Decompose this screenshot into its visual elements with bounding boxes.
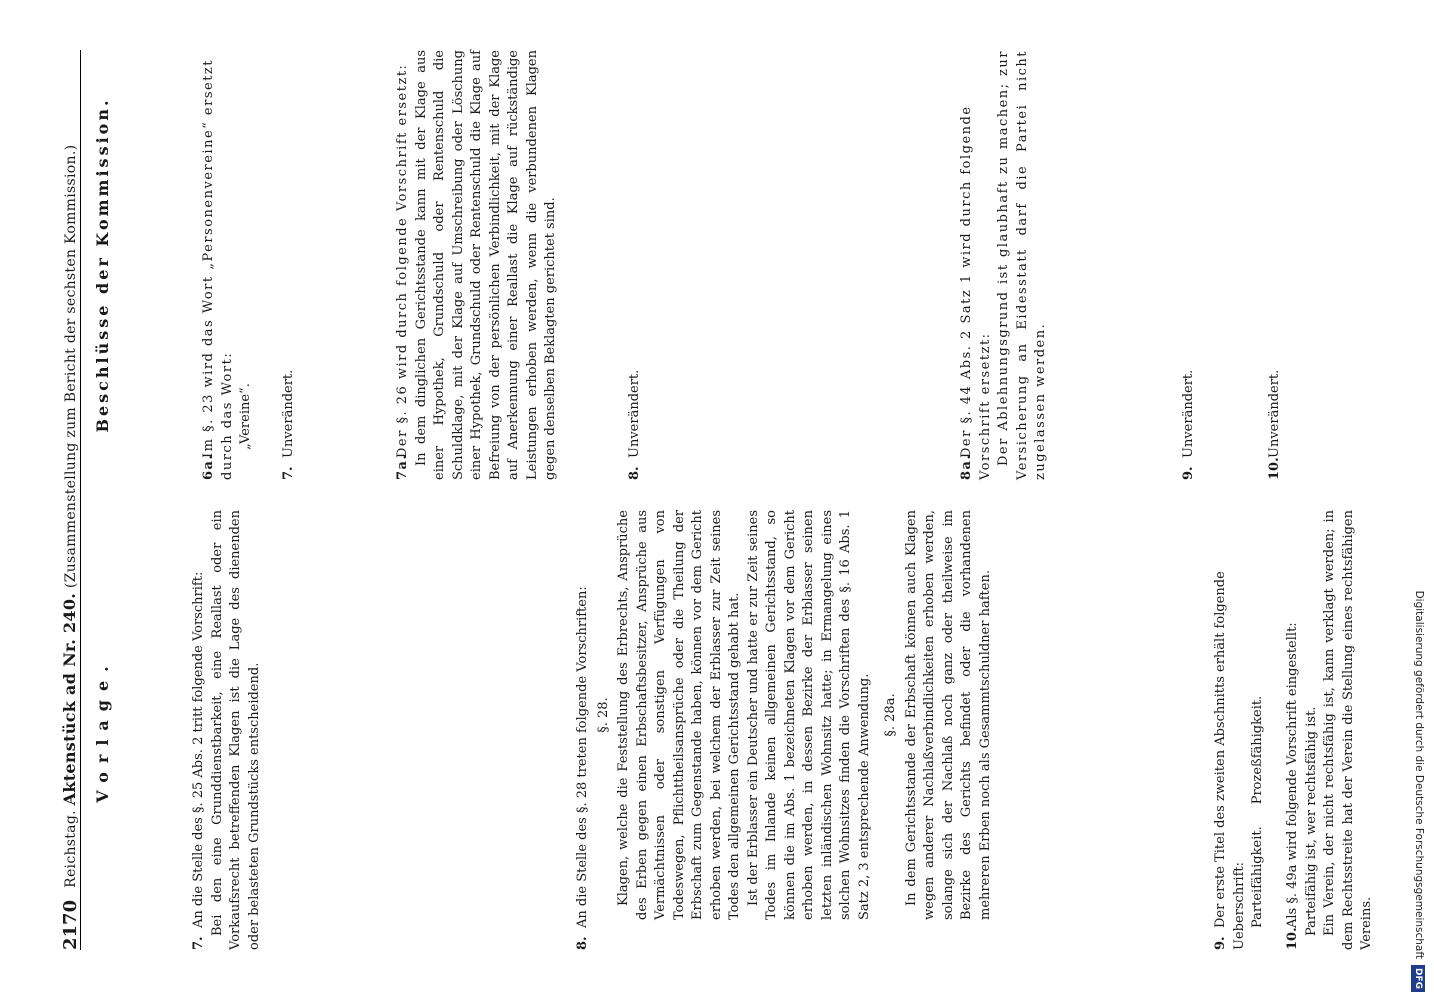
header-title: (Zusammenstellung zum Bericht der sechsten Kommission.) [62, 144, 79, 589]
item-intro: 7a.Der §. 26 wird durch folgende Vorschrift ersetzt: [395, 63, 410, 480]
column-heading-beschluesse: Beschlüsse der Kommission. [93, 97, 112, 433]
vorlage-item-7 [190, 510, 264, 950]
item-paragraph: Parteifähig ist, wer rechtsfähig ist. [1303, 706, 1319, 936]
page-number: 2170 [59, 899, 81, 950]
vorlage-item-8 [574, 510, 995, 950]
item-text: Unverändert. [1181, 369, 1196, 458]
beschluss-item-8a [958, 50, 1051, 480]
beschluss-item-10: 10.Unverändert. [1267, 369, 1282, 480]
section-block [595, 510, 996, 920]
beschluss-item-8: 8.Unverändert. [627, 369, 642, 480]
item-intro: 9.Der erste Titel des zweiten Abschnitts erhält folgende Ueberschrift: [1213, 571, 1247, 950]
item-text: Unverändert. [281, 369, 296, 458]
dfg-logo: DFG [1411, 965, 1425, 992]
column-beschluesse [93, 50, 1282, 480]
page-header [50, 50, 81, 950]
item-quote: „Vereine“. [238, 383, 253, 450]
beschluss-item-7: 7.Unverändert. [281, 369, 296, 480]
document-page [50, 50, 1410, 950]
section-paragraph: In dem Gerichtsstande der Erbschaft können auch Klagen wegen anderer Nachlaßverbindlichkeiten erhoben werden, solange sich der Nachlaß noch ganz oder theilweise im Bezirke des Gerichts befindet oder die vorhandenen mehreren Erben noch als Gesammtschuldner haften. [903, 510, 993, 920]
beschluss-item-7a [394, 50, 561, 480]
funding-note [1408, 8, 1430, 992]
column-heading-vorlage: Vorlage. [93, 657, 112, 803]
item-intro: 10.Als §. 49a wird folgende Vorschrift eingestellt: [1285, 622, 1300, 950]
beschluss-item-9: 9.Unverändert. [1181, 369, 1196, 480]
item-caption: Parteifähigkeit.Prozeßfähigkeit. [1250, 695, 1265, 928]
item-paragraph: Ein Verein, der nicht rechtsfähig ist, kann verklagt werden; in dem Rechtsstreite hat der Verein die Stellung eines rechtsfähigen Vereins. [1322, 510, 1374, 950]
item-intro: 8a.Der §. 44 Abs. 2 Satz 1 wird durch folgende Vorschrift ersetzt: [959, 105, 993, 480]
section-title: §. 28. [595, 697, 611, 733]
item-text: In dem dinglichen Gerichtsstande kann mit der Klage aus einer Hypothek, Grundschuld oder Rentenschuld die Schuldklage, mit der Klage auf Umschreibung oder Löschung einer Hypothek, Grundschuld oder Rentenschuld die Klage auf Befreiung von der persönlichen Verbindlichkeit, mit der Klage auf Anerkennung einer Reallast die Klage auf rückständige Leistungen erhoben werden, wenn die verbundenen Klagen gegen denselben Beklagten gerichtet sind. [413, 50, 558, 480]
item-text: Unverändert. [627, 369, 642, 458]
item-text: Bei den eine Grunddienstbarkeit, eine Reallast oder ein Vorkaufsrecht betreffenden Klagen ist die Lage des dienenden oder belasteten Grundstücks entscheidend. [209, 510, 262, 950]
header-text [61, 145, 81, 888]
item-text: Der Ablehnungsgrund ist glaubhaft zu machen; zur Versicherung an Eidesstatt darf die Partei nicht zugelassen werden. [996, 50, 1048, 480]
header-prefix: Reichstag. [62, 810, 79, 888]
section-title: §. 28a. [883, 693, 898, 737]
section-paragraph: Klagen, welche die Feststellung des Erbrechts, Ansprüche des Erben gegen einen Erbschaftsbesitzer, Ansprüche aus Vermächtnissen oder sonstigen Verfügungen von Todeswegen, Pflichttheilsansprüche oder die Theilung der Erbschaft zum Gegenstande haben, können vor dem Gericht erhoben werden, bei welchem der Erblasser zur Zeit seines Todes den allgemeinen Gerichtsstand gehabt hat. [616, 510, 742, 920]
header-doc-ref: Aktenstück ad Nr. 240. [59, 592, 79, 806]
column-vorlage [93, 510, 1374, 950]
vorlage-item-9 [1212, 510, 1268, 950]
vorlage-item-10 [1284, 510, 1377, 950]
item-intro: 7.An die Stelle des §. 25 Abs. 2 tritt folgende Vorschrift: [191, 571, 206, 950]
item-text: Unverändert. [1267, 369, 1282, 458]
funding-note-text: Digitalisierung gefördert durch die Deutsche Forschungsgemeinschaft [1413, 590, 1425, 959]
item-intro: 6a.Im §. 23 wird das Wort „Personenvereine“ ersetzt durch das Wort: [201, 59, 235, 480]
section-paragraph: Ist der Erblasser ein Deutscher und hatte er zur Zeit seines Todes im Inlande keinen allgemeinen Gerichtsstand, so können die im Abs. 1 bezeichneten Klagen vor dem Gericht erhoben werden, in dessen Bezirke der Erblasser seinen letzten inländischen Wohnsitz hatte; in Ermangelung eines solchen Wohnsitzes finden die Vorschriften des §. 16 Abs. 1 Satz 2, 3 entsprechende Anwendung. [745, 510, 872, 920]
item-intro: 8.An die Stelle des §. 28 treten folgende Vorschriften: [575, 586, 590, 950]
beschluss-item-6a [200, 50, 256, 480]
